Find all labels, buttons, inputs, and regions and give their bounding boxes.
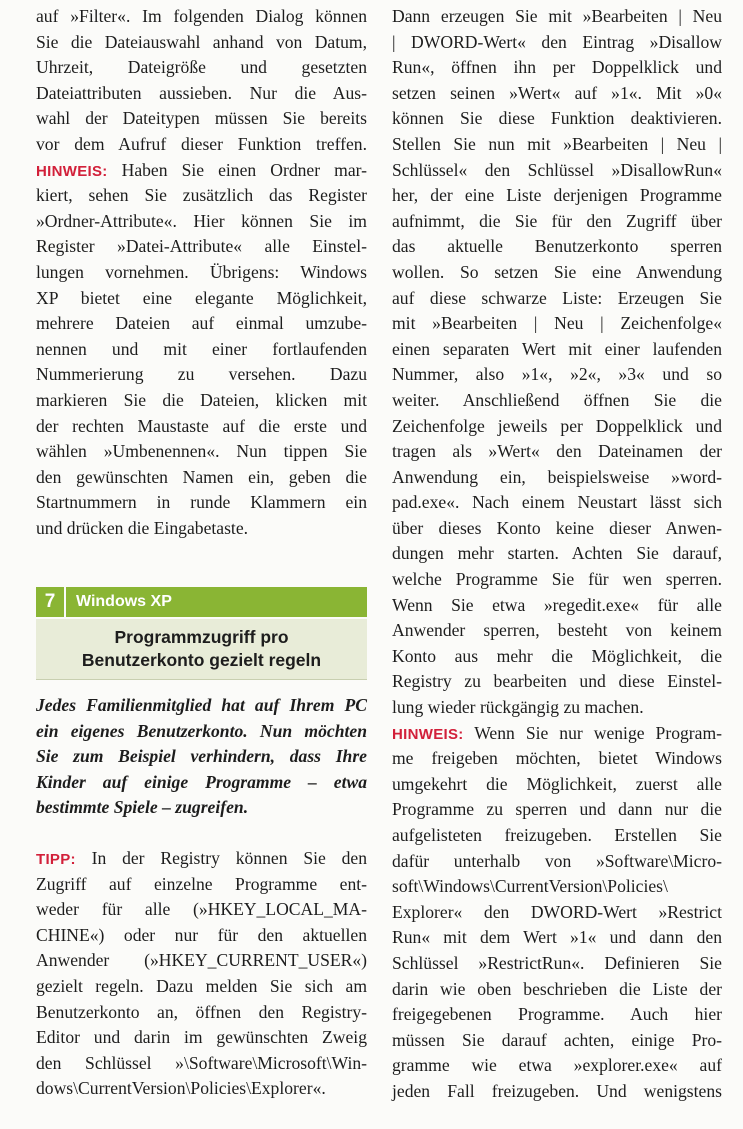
text-span: gezielt regeln. Dazu melden Sie sich am bbox=[36, 975, 367, 996]
text-span: Run« mit dem Wert »1« und dann den bbox=[392, 927, 722, 948]
text-line bbox=[392, 593, 722, 619]
keyword-label: HINWEIS: bbox=[36, 162, 108, 180]
section-header-bar bbox=[36, 587, 367, 617]
text-span: Zeichenfolge jeweils per Doppelklick und bbox=[392, 415, 722, 436]
section-number: 7 bbox=[36, 587, 66, 617]
text-span: auf diese schwarze Liste: Erzeugen Sie bbox=[392, 287, 722, 308]
text-line bbox=[36, 234, 367, 260]
text-line bbox=[392, 106, 722, 132]
text-span: dafür unterhalb von »Software\Micro- bbox=[392, 850, 722, 871]
text-span: Dateiattributen aussieben. Nur die Aus- bbox=[36, 82, 367, 103]
text-span: | DWORD-Wert« den Eintrag »Disallow bbox=[392, 31, 722, 52]
text-line bbox=[36, 872, 367, 898]
text-span: über dieses Konto keine dieser Anwen- bbox=[392, 517, 722, 538]
text-line bbox=[392, 1053, 722, 1079]
text-span: Jedes Familienmitglied hat auf Ihrem PC bbox=[36, 695, 367, 715]
text-line bbox=[392, 311, 722, 337]
text-span: nennen und mit einer fortlaufenden bbox=[36, 338, 367, 359]
text-span: Run«, öffnen ihn per Doppelklick und bbox=[392, 57, 722, 78]
text-line bbox=[36, 30, 367, 56]
text-line bbox=[36, 81, 367, 107]
text-span: Registry zu bearbeiten und diese Einstel- bbox=[392, 671, 722, 692]
text-line bbox=[36, 744, 367, 770]
text-span: auf »Filter«. Im folgenden Dialog können bbox=[36, 6, 367, 26]
text-span: der rechten Maustaste auf die erste und bbox=[36, 415, 367, 436]
text-line bbox=[36, 286, 367, 312]
text-line bbox=[392, 81, 722, 107]
text-span: umgekehrt die Möglichkeit, zuerst alle bbox=[392, 773, 722, 794]
text-span: vor dem Aufruf dieser Funktion treffen. bbox=[36, 133, 367, 154]
text-span: her, der eine Liste derjenigen Programme bbox=[392, 185, 722, 206]
text-line bbox=[392, 234, 722, 260]
text-line bbox=[392, 465, 722, 491]
text-line bbox=[392, 797, 722, 823]
text-span: Kinder auf einige Programme – etwa bbox=[36, 771, 367, 792]
text-span: XP bietet eine elegante Möglichkeit, bbox=[36, 287, 367, 308]
text-line bbox=[392, 618, 722, 644]
text-line bbox=[36, 55, 367, 81]
text-line bbox=[36, 846, 367, 872]
text-line bbox=[36, 974, 367, 1000]
text-line bbox=[392, 977, 722, 1003]
text-span: Schlüssel« den Schlüssel »DisallowRun« bbox=[392, 159, 722, 180]
text-span: gramme wie etwa »explorer.exe« auf bbox=[392, 1055, 722, 1076]
text-span: ein eigenes Benutzerkonto. Nun möchten bbox=[36, 720, 367, 741]
text-span: das aktuelle Benutzerkonto sperren bbox=[392, 236, 722, 257]
text-line bbox=[36, 158, 367, 184]
text-line bbox=[392, 439, 722, 465]
text-span: lungen vornehmen. Übrigens: Windows bbox=[36, 261, 367, 282]
text-line bbox=[36, 1025, 367, 1051]
text-span: Schlüssel »RestrictRun«. Definieren Sie bbox=[392, 952, 722, 973]
text-line bbox=[392, 951, 722, 977]
text-line bbox=[392, 900, 722, 926]
text-span: dungen mehr starten. Achten Sie darauf, bbox=[392, 543, 722, 564]
text-span: Stellen Sie nun mit »Bearbeiten | Neu | bbox=[392, 133, 722, 154]
text-span: CHINE«) oder nur für den aktuellen bbox=[36, 924, 367, 945]
text-line bbox=[36, 770, 367, 796]
text-line bbox=[392, 874, 722, 900]
text-span: den Schlüssel »\Software\Microsoft\Win- bbox=[36, 1052, 367, 1073]
text-line bbox=[392, 158, 722, 184]
text-line bbox=[392, 516, 722, 542]
text-line bbox=[392, 1028, 722, 1054]
text-line bbox=[36, 516, 367, 542]
text-line bbox=[392, 669, 722, 695]
text-span: wahl der Dateitypen müssen Sie bereits bbox=[36, 108, 367, 129]
text-span: jeden Fall freizugeben. Und wenigstens bbox=[392, 1080, 722, 1101]
left-bottom-text bbox=[36, 846, 367, 1102]
left-top-text bbox=[36, 4, 367, 541]
text-line bbox=[392, 209, 722, 235]
text-line bbox=[392, 183, 722, 209]
text-span: mehrere Dateien auf einmal umzube- bbox=[36, 313, 367, 334]
text-span: soft\Windows\CurrentVersion\Policies\ bbox=[392, 876, 668, 897]
text-line bbox=[36, 465, 367, 491]
text-span: Anwender (»HKEY_CURRENT_USER«) bbox=[36, 950, 367, 971]
text-span: mit »Bearbeiten | Neu | Zeichenfolge« bbox=[392, 313, 722, 334]
text-span: weder für alle (»HKEY_LOCAL_MA- bbox=[36, 899, 367, 920]
text-line bbox=[36, 362, 367, 388]
text-span: Explorer« den DWORD-Wert »Restrict bbox=[392, 901, 722, 922]
text-span: müssen Sie darauf achten, einige Pro- bbox=[392, 1029, 722, 1050]
text-line bbox=[36, 311, 367, 337]
text-span: Zugriff auf einzelne Programme ent- bbox=[36, 873, 367, 894]
text-span: wählen »Umbenennen«. Nun tippen Sie bbox=[36, 441, 367, 462]
text-span: welche Programme Sie für wen sperren. bbox=[392, 569, 722, 590]
text-span: freigegebenen Programme. Auch hier bbox=[392, 1004, 722, 1025]
text-span: dows\CurrentVersion\Policies\Explorer«. bbox=[36, 1078, 326, 1099]
text-span: Dann erzeugen Sie mit »Bearbeiten | Neu bbox=[392, 6, 722, 26]
text-span: Sie die Dateiauswahl anhand von Datum, bbox=[36, 31, 367, 52]
text-line bbox=[36, 4, 367, 30]
text-span: Wenn Sie etwa »regedit.exe« für alle bbox=[392, 594, 722, 615]
text-span: weiter. Anschließend öffnen Sie die bbox=[392, 389, 722, 410]
text-line bbox=[36, 439, 367, 465]
text-line bbox=[392, 337, 722, 363]
text-line bbox=[392, 260, 722, 286]
text-line bbox=[36, 209, 367, 235]
text-line bbox=[392, 849, 722, 875]
text-line bbox=[36, 1051, 367, 1077]
article-title-line-2: Benutzerkonto gezielt regeln bbox=[81, 650, 322, 670]
article-title bbox=[36, 619, 367, 680]
text-span: aufnimmt, die Sie für den Zugriff über bbox=[392, 210, 722, 231]
text-line bbox=[392, 746, 722, 772]
text-line bbox=[36, 897, 367, 923]
text-span: me freigeben möchten, bietet Windows bbox=[392, 748, 722, 769]
text-span: lung wieder rückgängig zu machen. bbox=[392, 697, 644, 718]
text-span: Wenn Sie nur wenige Program- bbox=[463, 722, 722, 743]
text-line bbox=[36, 1000, 367, 1026]
text-span: Nummerierung zu versehen. Dazu bbox=[36, 364, 367, 385]
text-span: tragen als »Wert« den Dateinamen der bbox=[392, 441, 722, 462]
text-span: können Sie diese Funktion deaktivieren. bbox=[392, 108, 722, 129]
text-span: Konto aus mehr die Möglichkeit, die bbox=[392, 645, 722, 666]
text-line bbox=[392, 541, 722, 567]
text-line bbox=[392, 388, 722, 414]
text-line bbox=[36, 414, 367, 440]
text-line bbox=[392, 414, 722, 440]
text-line bbox=[36, 388, 367, 414]
text-line bbox=[392, 30, 722, 56]
text-span: In der Registry können Sie den bbox=[75, 848, 367, 868]
text-line bbox=[392, 644, 722, 670]
text-line bbox=[36, 132, 367, 158]
text-line bbox=[392, 132, 722, 158]
text-line bbox=[392, 1002, 722, 1028]
text-span: pad.exe«. Nach einem Neustart lässt sich bbox=[392, 492, 722, 513]
text-span: einen separaten Wert mit einer laufenden bbox=[392, 338, 722, 359]
text-span: Sie zum Beispiel verhindern, dass Ihre bbox=[36, 746, 367, 767]
text-span: kiert, sehen Sie zusätzlich das Register bbox=[36, 185, 367, 206]
text-span: setzen seinen »Wert« auf »1«. Mit »0« bbox=[392, 82, 722, 103]
text-span: Editor und darin im gewünschten Zweig bbox=[36, 1027, 367, 1048]
text-line bbox=[392, 823, 722, 849]
text-line bbox=[392, 1079, 722, 1105]
text-span: Startnummern in runde Klammern ein bbox=[36, 492, 367, 513]
text-line bbox=[36, 260, 367, 286]
text-span: Benutzerkonto an, öffnen den Registry- bbox=[36, 1001, 367, 1022]
text-span: bestimmte Spiele – zugreifen. bbox=[36, 797, 249, 818]
right-column-text bbox=[392, 4, 722, 1105]
article-title-line-1: Programmzugriff pro bbox=[114, 627, 289, 647]
text-line bbox=[36, 490, 367, 516]
text-line bbox=[36, 183, 367, 209]
text-span: Uhrzeit, Dateigröße und gesetzten bbox=[36, 57, 367, 78]
text-line bbox=[36, 1076, 367, 1102]
text-line bbox=[392, 4, 722, 30]
text-line bbox=[36, 719, 367, 745]
text-span: »Ordner-Attribute«. Hier können Sie im bbox=[36, 210, 367, 231]
text-line bbox=[392, 55, 722, 81]
keyword-label: TIPP: bbox=[36, 851, 76, 868]
text-line bbox=[392, 721, 722, 747]
text-span: Anwender sperren, besteht von keinem bbox=[392, 620, 722, 641]
text-line bbox=[392, 362, 722, 388]
text-span: und drücken die Eingabetaste. bbox=[36, 517, 249, 538]
text-span: aufgelisteten freizugeben. Erstellen Sie bbox=[392, 825, 722, 845]
keyword-label: HINWEIS: bbox=[392, 725, 464, 743]
text-line bbox=[392, 925, 722, 951]
section-label: Windows XP bbox=[76, 593, 172, 610]
text-line bbox=[36, 795, 367, 821]
text-span: Register »Datei-Attribute« alle Einstel- bbox=[36, 236, 367, 257]
text-span: Haben Sie einen Ordner mar- bbox=[107, 159, 367, 180]
text-line bbox=[36, 106, 367, 132]
text-line bbox=[36, 948, 367, 974]
text-span: darin wie oben beschrieben die Liste der bbox=[392, 978, 722, 999]
text-line bbox=[392, 490, 722, 516]
text-line bbox=[36, 923, 367, 949]
text-span: Anwendung ein, beispielsweise »word- bbox=[392, 466, 722, 487]
text-span: Programme zu sperren und dann nur die bbox=[392, 799, 722, 820]
text-span: Nummer, also »1«, »2«, »3« und so bbox=[392, 364, 722, 385]
text-line bbox=[36, 337, 367, 363]
text-line bbox=[36, 693, 367, 719]
text-span: markieren Sie die Dateien, klicken mit bbox=[36, 389, 367, 410]
text-span: wollen. So setzen Sie eine Anwendung bbox=[392, 261, 722, 282]
text-span: den gewünschten Namen ein, geben die bbox=[36, 466, 367, 487]
article-intro bbox=[36, 693, 367, 821]
text-line bbox=[392, 567, 722, 593]
text-line bbox=[392, 286, 722, 312]
text-line bbox=[392, 695, 722, 721]
text-line bbox=[392, 772, 722, 798]
